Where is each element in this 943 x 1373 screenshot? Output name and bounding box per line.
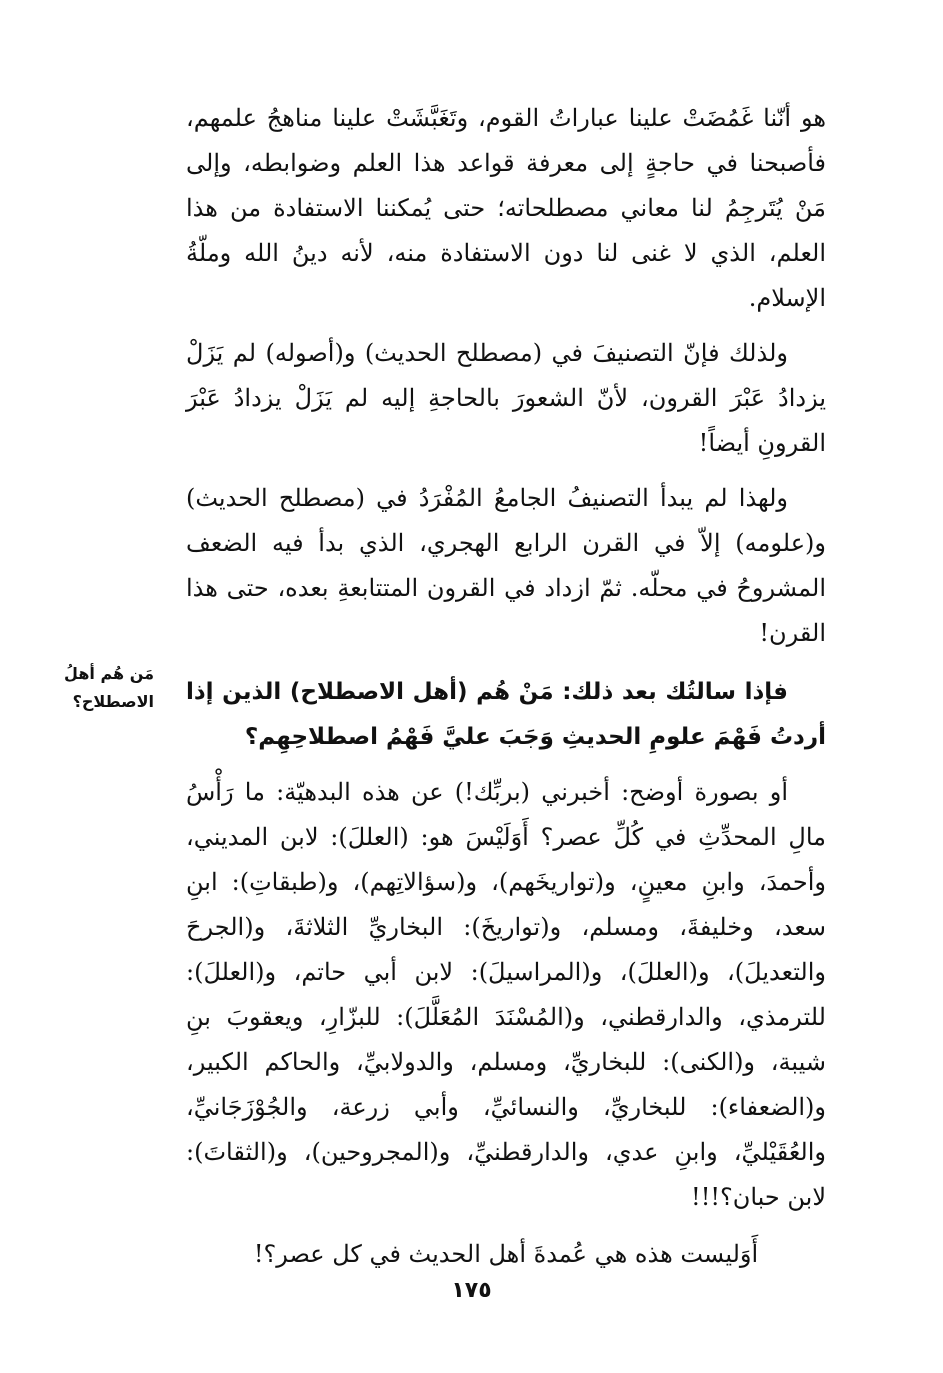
- paragraph-2: ولذلك فإنّ التصنيفَ في (مصطلح الحديث) و(أصوله) لم يَزَلْ يزدادُ عَبْرَ القرون، لأنّ الشعورَ بالحاجةِ إليه لم يَزَلْ يزدادُ عَبْرَ القرونِ أيضاً!: [186, 339, 826, 457]
- question-paragraph: فإذا سالتُك بعد ذلك: مَنْ هُم (أهل الاصطلاح) الذين إذا أردتُ فَهْمَ علومِ الحديثِ وَجَبَ عليَّ فَهْمُ اصطلاحِهِم؟: [186, 679, 826, 750]
- main-text-column: [186, 96, 826, 1277]
- paragraph-5: أو بصورة أوضح: أخبرني (بربِّك!) عن هذه البدهيّة: ما رَأْسُ مالِ المحدِّثِ في كُلِّ عصر؟ أَوَلَيْسَ هو: (العللَ): لابن المديني، وأحمدَ، وابنِ معينٍ، و(تواريخَهم)، و(سؤالاتِهم)، و(طبقاتِ): ابنِ سعد، وخليفةَ، ومسلم، و(تواريخَ): البخاريِّ الثلاثةَ، و(الجرحَ والتعديلَ)، و(العللَ)، و(المراسيلَ): لابن أبي حاتم، و(العللَ): للترمذي، والدارقطني، و(المُسْنَدَ المُعَلَّلَ): للبزّارِ، ويعقوبَ بنِ شيبة، و(الكنى): للبخاريِّ، ومسلم، والدولابيِّ، والحاكم الكبير، و(الضعفاء): للبخاريِّ، والنسائيِّ، وأبي زرعة، والجُوْزَجَانيِّ، والعُقَيْليِّ، وابنِ عدي، والدارقطنيِّ، و(المجروحين)، و(الثقاتَ): لابن حبان؟!!!: [186, 778, 826, 1211]
- page-number: ١٧٥: [451, 1278, 492, 1303]
- closing-line: أَوَليست هذه هي عُمدةَ أهل الحديث في كل عصر؟!: [253, 1240, 759, 1268]
- paragraph-3: ولهذا لم يبدأ التصنيفُ الجامعُ المُفْرَدُ في (مصطلح الحديث) و(علومه) إلاّ في القرن الرابع الهجري، الذي بدأ فيه الضعف المشروحُ في محلّه. ثمّ ازداد في القرون المتتابعةِ بعده، حتى هذا القرن!: [186, 484, 826, 647]
- margin-note: مَن هُم أهلُ الاصطلاح؟: [64, 664, 154, 711]
- paragraph-1: هو أنّنا غَمُضَتْ علينا عباراتُ القوم، وتَغَبَّشَتْ علينا مناهجُ علمهم، فأصبحنا في حاجةٍ إلى معرفة قواعد هذا العلم وضوابطه، وإلى مَنْ يُتَرجِمُ لنا معاني مصطلحاته؛ حتى يُمكننا الاستفادة من هذا العلم، الذي لا غنى لنا دون الاستفادة منه، لأنه دينُ الله وملّةُ الإسلام.: [186, 104, 826, 312]
